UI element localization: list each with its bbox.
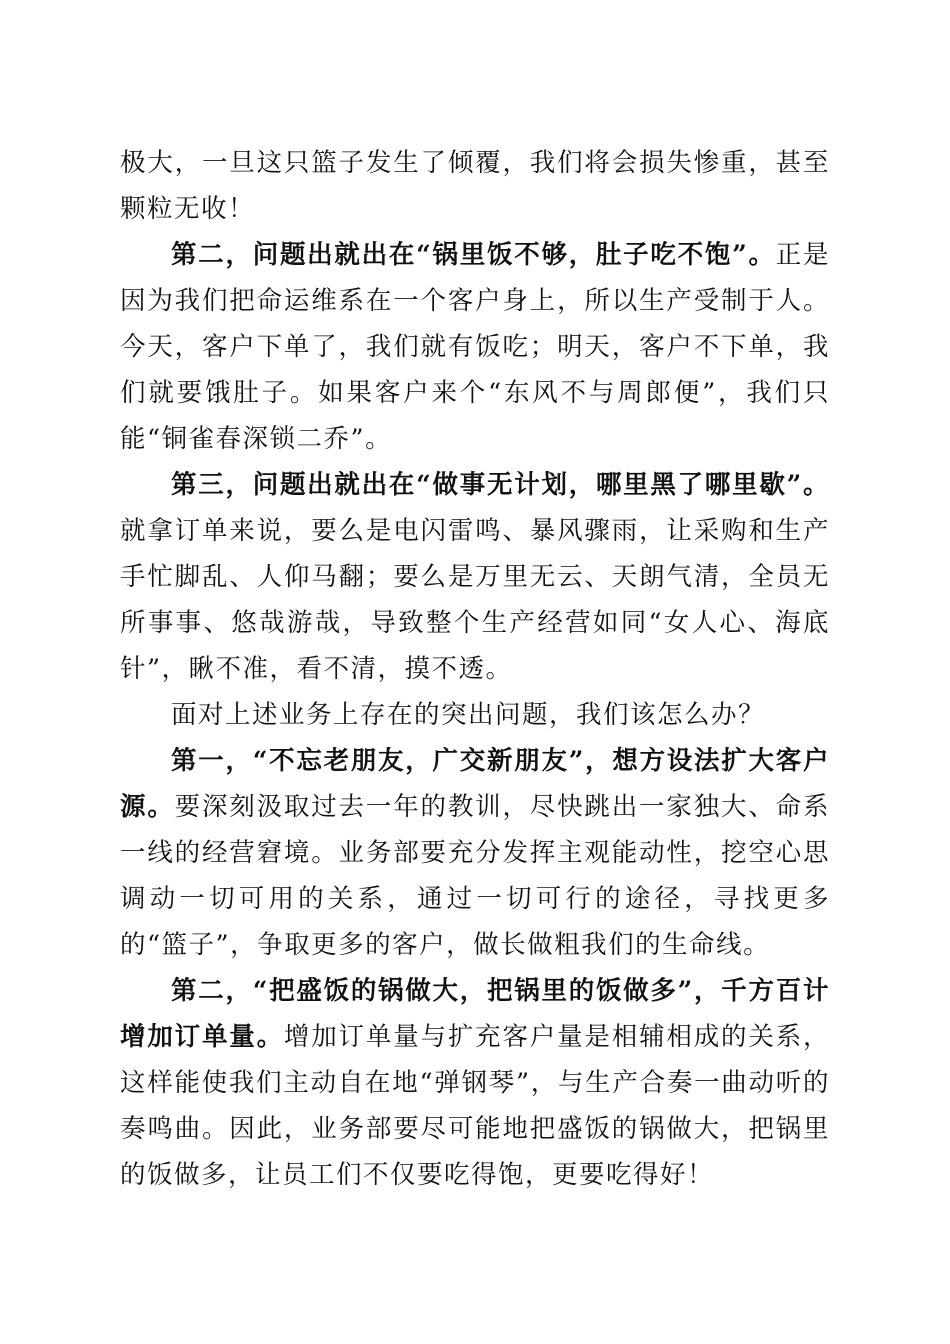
paragraph-text: 增加订单量与扩充客户量是相辅相成的关系，这样能使我们主动自在地“弹钢琴”，与生产合奏一曲动听的奏鸣曲。因此，业务部要尽可能地把盛饭的锅做大，把锅里的饭做多，让员工们不仅要吃得饱，更要吃得好！ — [120, 1022, 830, 1190]
paragraph-continuation — [120, 140, 830, 232]
paragraph-solution-one — [120, 738, 830, 968]
paragraph-heading: 第二，问题出就出在“锅里饭不够，肚子吃不饱”。 — [171, 240, 776, 270]
paragraph-text: 面对上述业务上存在的突出问题，我们该怎么办？ — [171, 700, 766, 730]
paragraph-heading: 第三，问题出就出在“做事无计划，哪里黑了哪里歇”。 — [171, 470, 830, 500]
paragraph-problem-two — [120, 232, 830, 462]
paragraph-text: 正是因为我们把命运维系在一个客户身上，所以生产受制于人。今天，客户下单了，我们就有饭吃；明天，客户不下单，我们就要饿肚子。如果客户来个“东风不与周郎便”，我们只能“铜雀春深锁二乔”。 — [120, 240, 830, 454]
paragraph-problem-three — [120, 462, 830, 692]
paragraph-question — [120, 692, 830, 738]
paragraph-text: 极大，一旦这只篮子发生了倾覆，我们将会损失惨重，甚至颗粒无收！ — [120, 148, 830, 224]
document-body — [120, 140, 830, 1198]
paragraph-heading: 第二，“把盛饭的锅做大，把锅里的饭做多”，千方百计增加订单量。 — [120, 976, 830, 1052]
paragraph-text: 要深刻汲取过去一年的教训，尽快跳出一家独大、命系一线的经营窘境。业务部要充分发挥主观能动性，挖空心思调动一切可用的关系，通过一切可行的途径，寻找更多的“篮子”，争取更多的客户，做长做粗我们的生命线。 — [120, 792, 830, 960]
paragraph-text: 就拿订单来说，要么是电闪雷鸣、暴风骤雨，让采购和生产手忙脚乱、人仰马翻；要么是万里无云、天朗气清，全员无所事事、悠哉游哉，导致整个生产经营如同“女人心、海底针”，瞅不准，看不清，摸不透。 — [120, 516, 830, 684]
paragraph-heading: 第一，“不忘老朋友，广交新朋友”，想方设法扩大客户源。 — [120, 746, 830, 822]
paragraph-solution-two — [120, 968, 830, 1198]
